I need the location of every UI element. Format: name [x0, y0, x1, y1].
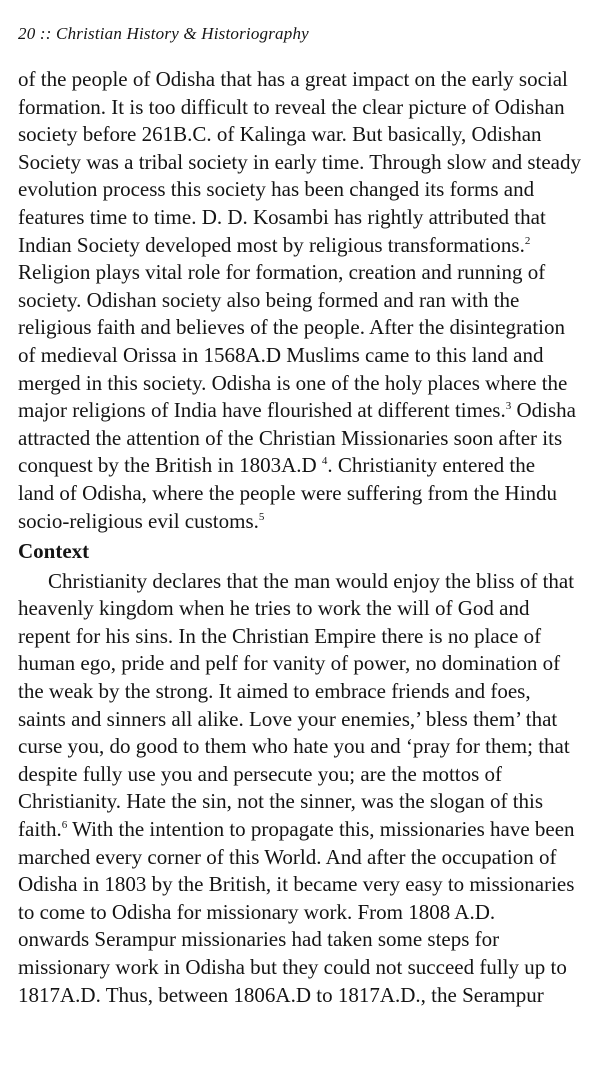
text-line [18, 314, 584, 342]
footnote-marker: 4 [321, 455, 328, 468]
text-line [18, 259, 584, 287]
text-line [18, 204, 584, 232]
line-text-continued: With the intention to propagate this, missionaries have been [67, 817, 575, 842]
paragraph-1 [18, 66, 584, 535]
line-text: heavenly kingdom when he tries to work the will of God and [18, 596, 530, 621]
body-text [18, 66, 584, 1009]
text-line [18, 788, 584, 816]
running-header [18, 24, 309, 44]
line-text: Odisha in 1803 by the British, it became very easy to missionaries [18, 872, 575, 897]
text-line [18, 733, 584, 761]
text-line [18, 508, 584, 536]
line-text: despite fully use you and persecute you; are the mottos of [18, 761, 503, 786]
line-text: Religion plays vital role for formation, creation and running of [18, 260, 546, 285]
page-number: 20 [18, 24, 36, 43]
line-text: missionary work in Odisha but they could not succeed fully up to [18, 955, 567, 979]
line-text: features time to time. D. D. Kosambi has rightly attributed that [18, 204, 546, 229]
footnote-marker: 2 [524, 234, 531, 247]
text-line [18, 287, 584, 315]
line-text: marched every corner of this World. And after the occupation of [18, 844, 557, 869]
line-text: evolution process this society has been changed its forms and [18, 177, 535, 202]
text-line [18, 121, 584, 149]
text-line [18, 926, 584, 954]
line-text-continued: Odisha [511, 398, 576, 423]
text-line [18, 816, 584, 844]
text-line [18, 397, 584, 425]
text-line [18, 982, 584, 1010]
text-line [18, 623, 584, 651]
text-line [18, 899, 584, 927]
footnote-marker: 3 [505, 400, 512, 413]
text-line [18, 844, 584, 872]
paragraph-2 [18, 568, 584, 1010]
line-text: Indian Society developed most by religious transformations. [18, 232, 525, 257]
line-text: 1817A.D. Thus, between 1806A.D to 1817A.D., the Serampur [18, 982, 544, 1007]
line-text-continued: . Christianity entered the [327, 453, 536, 478]
line-text: onwards Serampur missionaries had taken some steps for [18, 927, 500, 952]
text-line [18, 452, 584, 480]
text-line [18, 871, 584, 899]
line-text: religious faith and believes of the people. After the disintegration [18, 315, 566, 340]
line-text: conquest by the British in 1803A.D [18, 453, 322, 478]
text-line [18, 480, 584, 508]
line-text: Christianity declares that the man would enjoy the bliss of that [48, 568, 575, 593]
line-text: society before 261B.C. of Kalinga war. But basically, Odishan [18, 122, 542, 147]
text-line [18, 706, 584, 734]
line-text: to come to Odisha for missionary work. From 1808 A.D. [18, 899, 496, 924]
footnote-marker: 5 [258, 510, 265, 523]
line-text: land of Odisha, where the people were suffering from the Hindu [18, 480, 558, 505]
line-text: Christianity. Hate the sin, not the sinner, was the slogan of this [18, 789, 544, 814]
text-line [18, 176, 584, 204]
line-text: the weak by the strong. It aimed to embrace friends and foes, [18, 679, 531, 704]
line-text: socio-religious evil customs. [18, 508, 259, 533]
text-line [18, 232, 584, 260]
text-line [18, 568, 584, 596]
line-text: repent for his sins. In the Christian Empire there is no place of [18, 623, 542, 648]
line-text: faith. [18, 817, 62, 842]
text-line [18, 370, 584, 398]
text-line [18, 761, 584, 789]
footnote-marker: 6 [61, 819, 68, 832]
text-line [18, 94, 584, 122]
line-text: major religions of India have flourished at different times. [18, 398, 506, 423]
text-line [18, 678, 584, 706]
text-line [18, 650, 584, 678]
line-text: formation. It is too difficult to reveal the clear picture of Odishan [18, 94, 565, 119]
text-line [18, 425, 584, 453]
text-line [18, 954, 584, 982]
line-text: curse you, do good to them who hate you and ‘pray for them; that [18, 734, 570, 759]
header-separator: :: [39, 24, 52, 43]
text-line [18, 342, 584, 370]
line-text: human ego, pride and pelf for vanity of power, no domination of [18, 651, 561, 676]
line-text: of the people of Odisha that has a great impact on the early social [18, 67, 568, 91]
line-text: merged in this society. Odisha is one of the holy places where the [18, 370, 568, 395]
book-title: Christian History & Historiography [56, 24, 309, 43]
line-text: attracted the attention of the Christian Missionaries soon after its [18, 425, 563, 450]
text-line [18, 595, 584, 623]
section-heading: Context [18, 539, 90, 564]
text-line [18, 66, 584, 94]
line-text: Society was a tribal society in early time. Through slow and steady [18, 149, 581, 174]
line-text: of medieval Orissa in 1568A.D Muslims came to this land and [18, 342, 544, 367]
line-text: saints and sinners all alike. Love your enemies,’ bless them’ that [18, 706, 558, 731]
line-text: society. Odishan society also being formed and ran with the [18, 287, 520, 312]
text-line [18, 149, 584, 177]
